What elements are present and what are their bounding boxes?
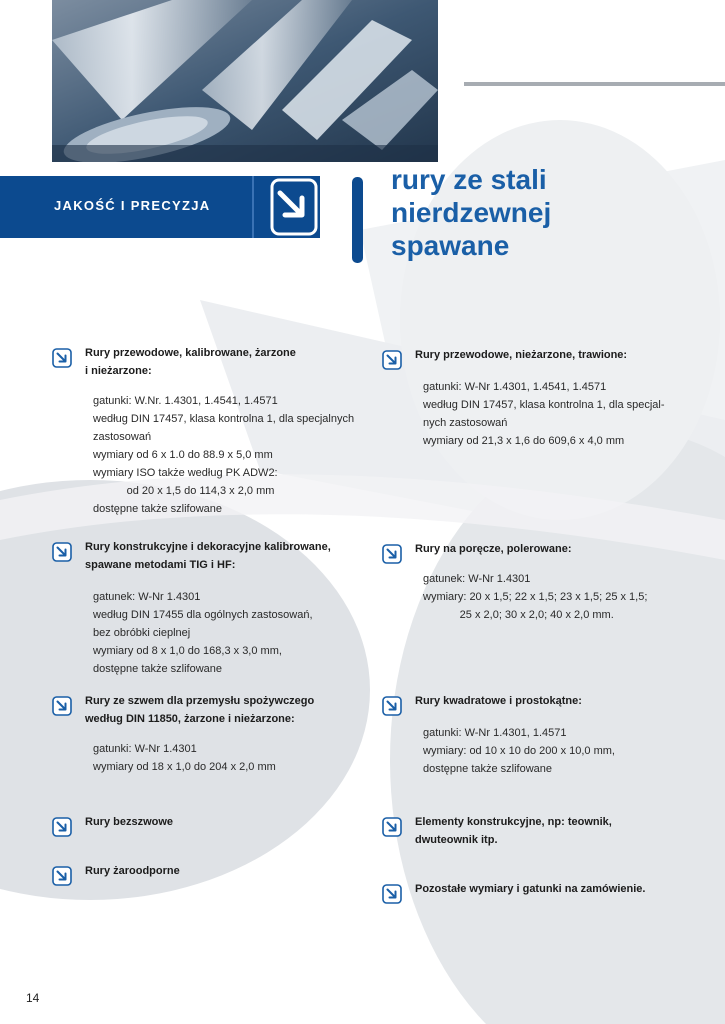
section-heading-line: Rury kwadratowe i prostokątne: <box>415 695 582 707</box>
section-heading-line: dwuteownik itp. <box>415 834 498 846</box>
page-number: 14 <box>26 991 40 1005</box>
section-body-line: wymiary: od 10 x 10 do 200 x 10,0 mm, <box>423 745 615 757</box>
arrow-down-right-icon <box>266 176 320 238</box>
section-body-line: od 20 x 1,5 do 114,3 x 2,0 mm <box>93 485 275 497</box>
section-heading-line: i nieżarzone: <box>85 365 152 377</box>
section-body-line: gatunki: W-Nr 1.4301, 1.4571 <box>423 727 567 739</box>
section-body-line: według DIN 17455 dla ogólnych zastosowań, <box>93 609 313 621</box>
section-heading <box>85 538 331 574</box>
section-body <box>423 570 647 624</box>
title-line: rury ze stali <box>391 164 547 195</box>
section-body-line: wymiary: 20 x 1,5; 22 x 1,5; 23 x 1,5; 25 x 1,5; <box>423 591 648 603</box>
section-body-line: gatunek: W-Nr 1.4301 <box>93 591 201 603</box>
arrow-down-right-icon <box>382 350 402 370</box>
section-body-line: bez obróbki cieplnej <box>93 627 191 639</box>
section-heading <box>415 692 582 710</box>
section-body-line: 25 x 2,0; 30 x 2,0; 40 x 2,0 mm. <box>423 609 614 621</box>
title-line: spawane <box>391 230 510 261</box>
title-line: nierdzewnej <box>391 197 552 228</box>
title-accent-bar <box>352 177 363 263</box>
section-heading <box>415 813 612 849</box>
section-body-line: wymiary ISO także według PK ADW2: <box>93 467 278 479</box>
section-body-line: wymiary od 18 x 1,0 do 204 x 2,0 mm <box>93 761 276 773</box>
section-heading-line: Elementy konstrukcyjne, np: teownik, <box>415 816 612 828</box>
top-gray-rule <box>464 82 725 86</box>
section-body <box>93 392 354 518</box>
section-body-line: nych zastosowań <box>423 417 508 429</box>
section-heading-line: Rury przewodowe, kalibrowane, żarzone <box>85 347 296 359</box>
section-body-line: według DIN 17457, klasa kontrolna 1, dla specjal- <box>423 399 665 411</box>
arrow-down-right-icon <box>382 696 402 716</box>
section-heading-line: Rury ze szwem dla przemysłu spożywczego <box>85 695 315 707</box>
section-heading <box>415 880 645 898</box>
section-body-line: gatunki: W-Nr 1.4301, 1.4541, 1.4571 <box>423 381 607 393</box>
section-heading <box>85 862 180 880</box>
section-heading-line: spawane metodami TIG i HF: <box>85 559 236 571</box>
section-heading-line: Rury żaroodporne <box>85 865 180 877</box>
section-heading-line: Pozostałe wymiary i gatunki na zamówienie. <box>415 883 646 895</box>
section-heading-line: według DIN 11850, żarzone i nieżarzone: <box>85 713 295 725</box>
section-body <box>423 724 615 778</box>
section-body-line: zastosowań <box>93 431 152 443</box>
section-heading <box>415 346 627 364</box>
section-body <box>93 588 313 678</box>
banner-divider <box>252 176 254 238</box>
section-body-line: dostępne także szlifowane <box>423 763 553 775</box>
section-body-line: dostępne także szlifowane <box>93 503 223 515</box>
arrow-down-right-icon <box>382 884 402 904</box>
stainless-tubes-photo <box>52 0 438 162</box>
arrow-down-right-icon <box>52 817 72 837</box>
section-heading-line: Rury przewodowe, nieżarzone, trawione: <box>415 349 628 361</box>
arrow-down-right-icon <box>382 544 402 564</box>
section-body-line: wymiary od 8 x 1,0 do 168,3 x 3,0 mm, <box>93 645 282 657</box>
arrow-down-right-icon <box>52 542 72 562</box>
arrow-down-right-icon <box>52 348 72 368</box>
arrow-down-right-icon <box>52 696 72 716</box>
section-body <box>93 740 276 776</box>
section-body-line: dostępne także szlifowane <box>93 663 223 675</box>
section-heading <box>415 540 571 558</box>
arrow-down-right-icon <box>52 866 72 886</box>
section-heading-line: Rury na poręcze, polerowane: <box>415 543 572 555</box>
section-heading-line: Rury konstrukcyjne i dekoracyjne kalibrowane, <box>85 541 331 553</box>
section-body-line: wymiary od 21,3 x 1,6 do 609,6 x 4,0 mm <box>423 435 625 447</box>
banner-label: JAKOŚĆ I PRECYZJA <box>54 198 211 213</box>
section-heading <box>85 692 314 728</box>
section-heading <box>85 813 173 831</box>
section-body-line: wymiary od 6 x 1.0 do 88.9 x 5,0 mm <box>93 449 273 461</box>
section-body <box>423 378 665 450</box>
section-body-line: gatunek: W-Nr 1.4301 <box>423 573 531 585</box>
page-title <box>391 163 551 262</box>
section-body-line: gatunki: W.Nr. 1.4301, 1.4541, 1.4571 <box>93 395 278 407</box>
arrow-down-right-icon <box>382 817 402 837</box>
section-body-line: według DIN 17457, klasa kontrolna 1, dla specjalnych <box>93 413 355 425</box>
section-body-line: gatunki: W-Nr 1.4301 <box>93 743 197 755</box>
section-heading <box>85 344 296 380</box>
section-heading-line: Rury bezszwowe <box>85 816 174 828</box>
